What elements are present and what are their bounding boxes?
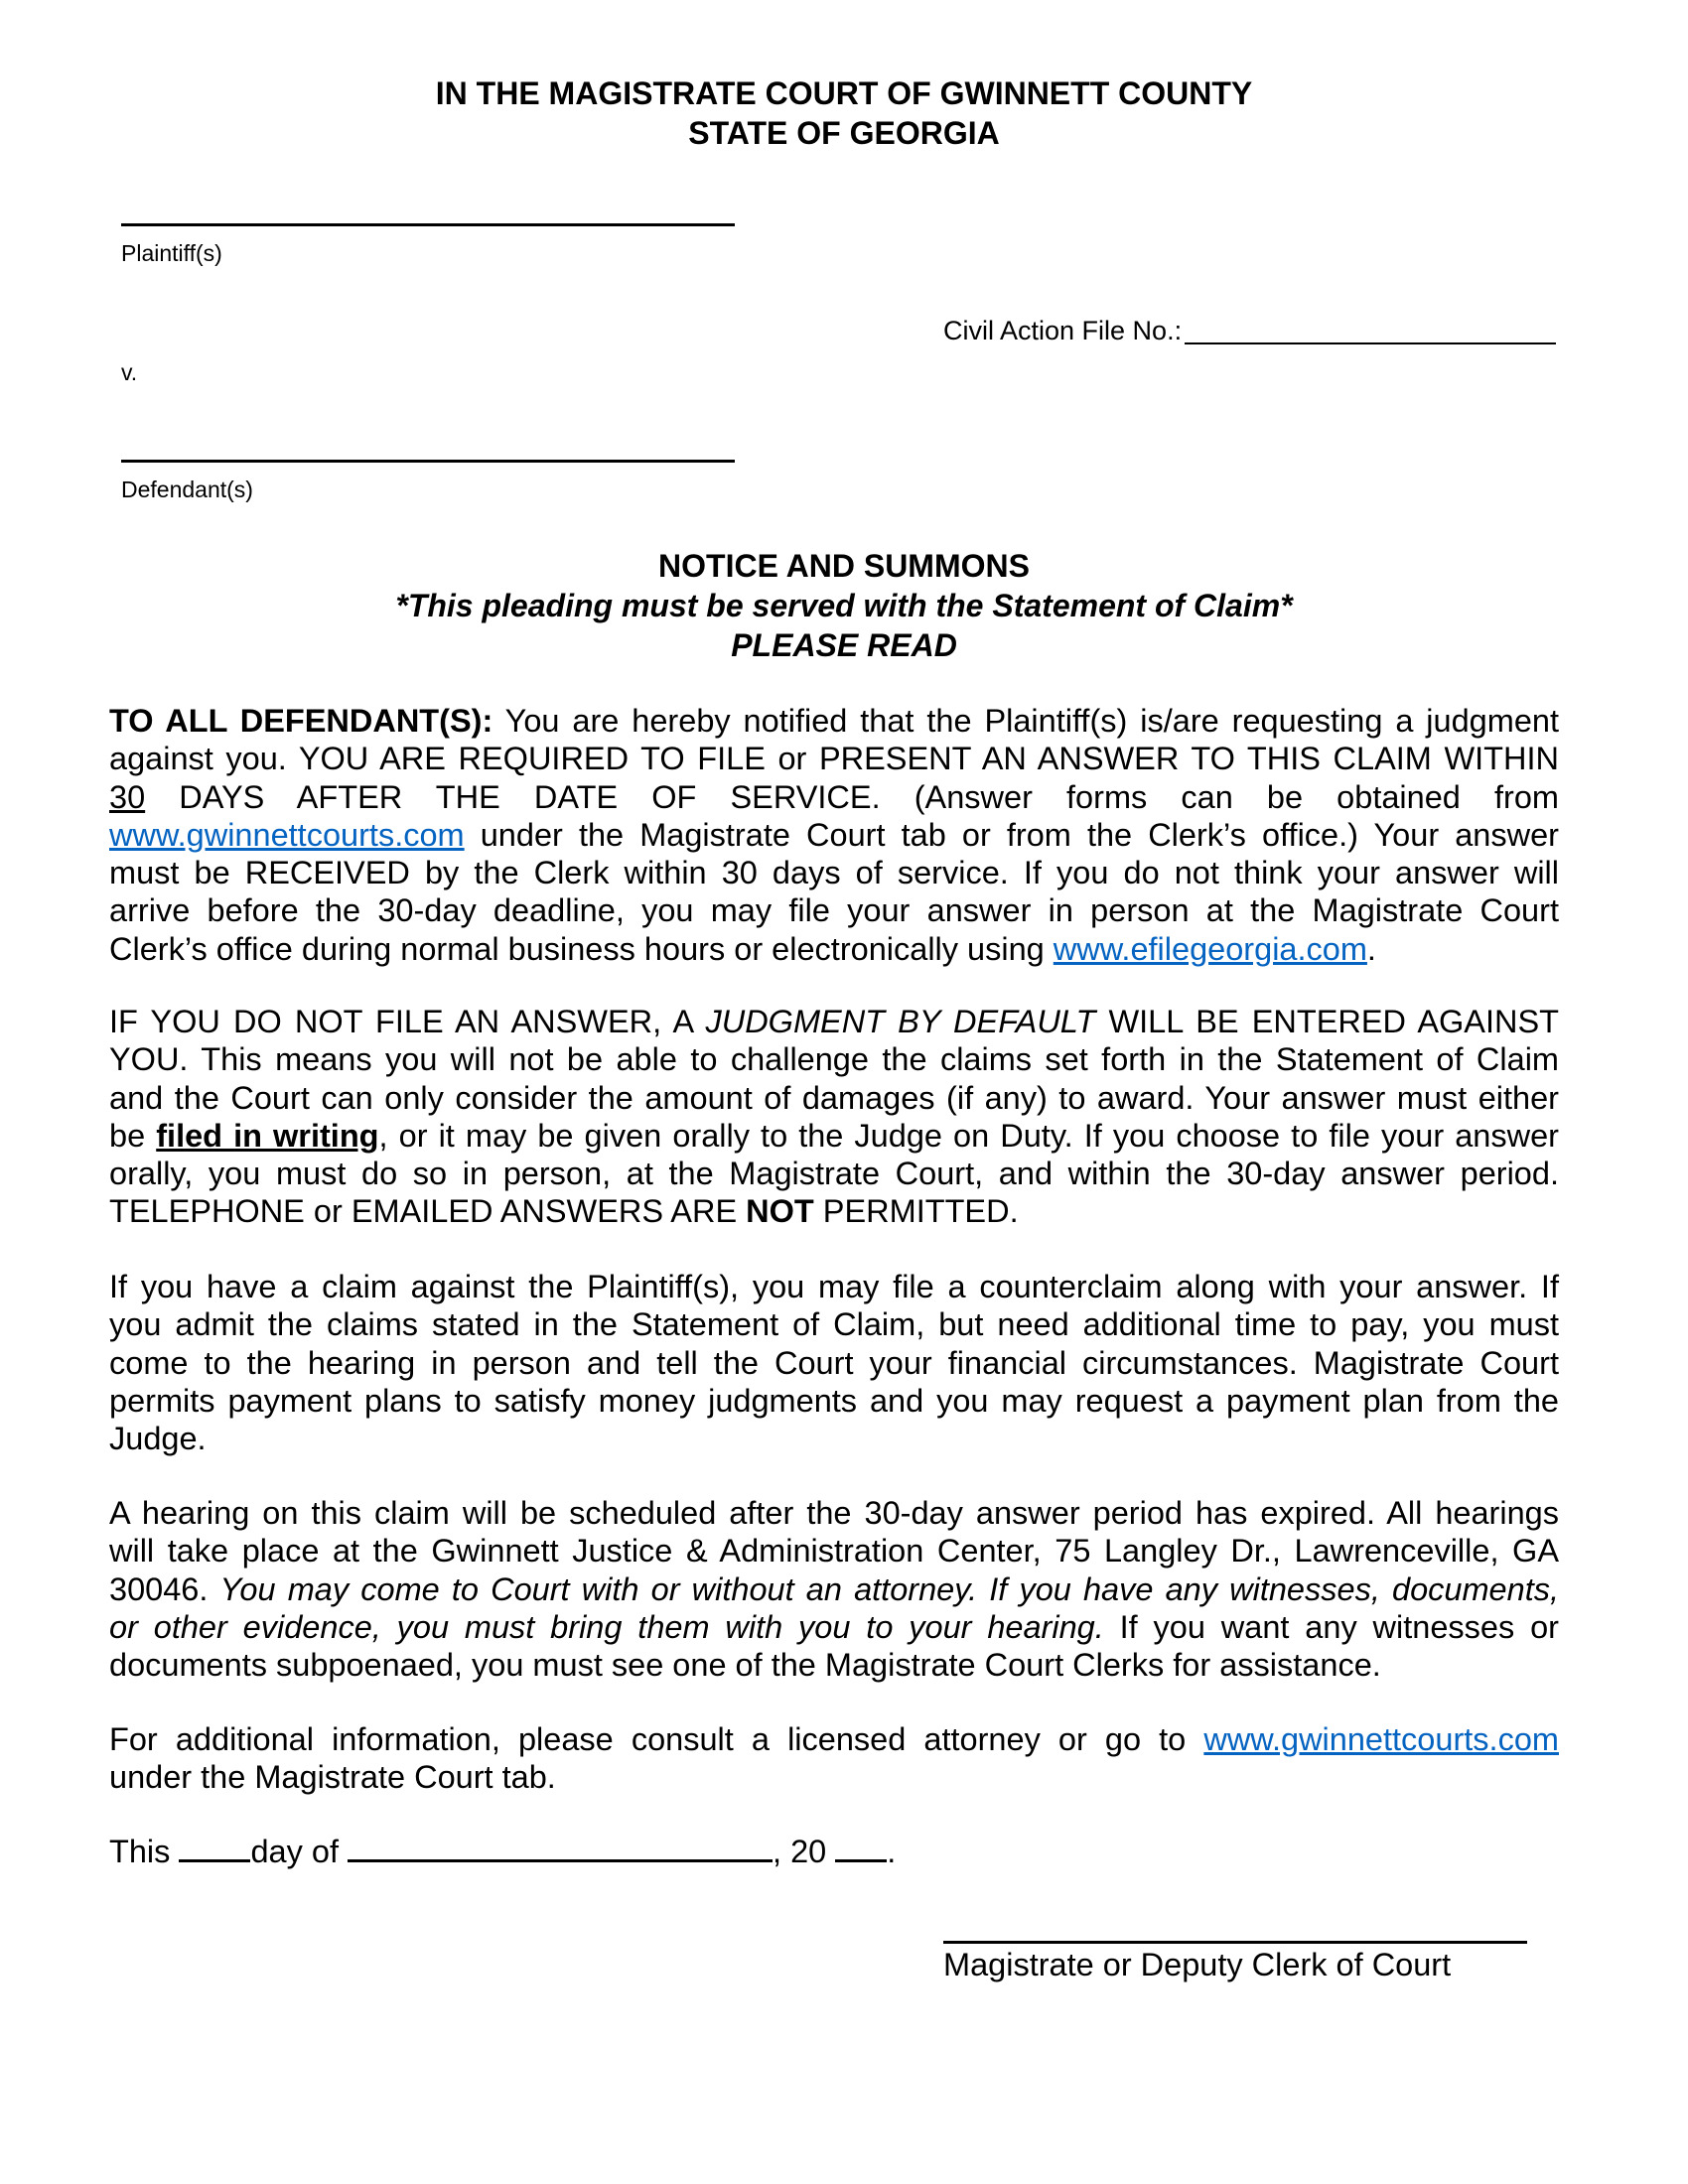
- date-line: [109, 1832, 1559, 1870]
- text-segment: Judge.: [109, 1421, 207, 1457]
- paragraph-line: [109, 1079, 1559, 1117]
- body-paragraph: [109, 1268, 1559, 1457]
- paragraph-line: [109, 854, 1559, 891]
- paragraph-line: [109, 1420, 1559, 1457]
- text-segment: under the Magistrate Court tab or from the Clerk’s office.) Your answer: [464, 816, 1559, 853]
- text-segment: If you want any witnesses or: [1103, 1608, 1559, 1645]
- text-segment: .: [1366, 930, 1376, 967]
- paragraph-line: [109, 740, 1559, 777]
- text-segment: PERMITTED.: [813, 1193, 1019, 1230]
- paragraph-line: [109, 1646, 1559, 1684]
- defendant-label: Defendant(s): [121, 477, 253, 502]
- text-segment: WILL BE ENTERED AGAINST: [1095, 1004, 1559, 1039]
- text-segment: must be RECEIVED by the Clerk within 30 days of service. If you do not think your answer will: [109, 855, 1559, 891]
- text-segment: orally, you must do so in person, at the Magistrate Court, and within the 30-day answer period.: [109, 1156, 1559, 1192]
- text-segment: JUDGMENT BY DEFAULT: [705, 1004, 1096, 1039]
- paragraph-line: [109, 1720, 1559, 1758]
- body-paragraph: [109, 702, 1559, 968]
- paragraph-line: [109, 1758, 1559, 1796]
- text-segment: You may come to Court with or without an attorney. If you have any witnesses, documents,: [219, 1570, 1560, 1607]
- paragraph-line: [109, 1268, 1559, 1305]
- clerk-signature-line[interactable]: [943, 1941, 1527, 1944]
- paragraph-line: [109, 816, 1559, 854]
- text-segment: come to the hearing in person and tell the Court your financial circumstances. Magistrate Court: [109, 1344, 1559, 1381]
- paragraph-line: [109, 1155, 1559, 1192]
- text-segment: NOT: [746, 1193, 814, 1230]
- date-suffix: .: [887, 1834, 897, 1869]
- text-segment: or other evidence, you must bring them with you to your hearing.: [109, 1608, 1104, 1645]
- paragraph-line: [109, 1608, 1559, 1646]
- text-segment: against you. YOU ARE REQUIRED TO FILE or PRESENT AN ANSWER TO THIS CLAIM WITHIN: [109, 741, 1559, 777]
- paragraph-line: [109, 1344, 1559, 1382]
- notice-subtitle: *This pleading must be served with the Statement of Claim*: [395, 588, 1293, 623]
- year-blank[interactable]: [835, 1832, 887, 1862]
- date-day-of: day of: [250, 1834, 349, 1869]
- text-segment: , or it may be given orally to the Judge on Duty. If you choose to file your answer: [378, 1117, 1559, 1154]
- paragraph-line: [109, 1040, 1559, 1078]
- body-paragraph: [109, 1003, 1559, 1231]
- paragraph-line: [109, 1532, 1559, 1570]
- paragraph-line: [109, 1003, 1559, 1040]
- text-segment: Clerk’s office during normal business hours or electronically using: [109, 930, 1054, 967]
- text-segment: TELEPHONE or EMAILED ANSWERS ARE: [109, 1193, 747, 1230]
- text-segment: under the Magistrate Court tab.: [109, 1759, 556, 1796]
- paragraph-line: [109, 1382, 1559, 1420]
- civil-action-label: Civil Action File No.:: [943, 316, 1183, 345]
- text-segment: IF YOU DO NOT FILE AN ANSWER, A: [109, 1004, 706, 1039]
- defendant-signature-line[interactable]: [121, 460, 735, 463]
- date-prefix: This: [109, 1834, 180, 1869]
- text-segment: You are hereby notified that the Plaintiff(s) is/are requesting a judgment: [492, 703, 1559, 739]
- text-segment: 30046.: [109, 1570, 220, 1607]
- text-segment: If you have a claim against the Plaintiff(s), you may file a counterclaim along with your answer. If: [109, 1269, 1559, 1304]
- paragraph-line: [109, 1494, 1559, 1532]
- paragraph-line: [109, 1305, 1559, 1343]
- clerk-signature-label: Magistrate or Deputy Clerk of Court: [943, 1947, 1452, 1982]
- civil-action-number-line[interactable]: [1185, 342, 1556, 344]
- plaintiff-signature-line[interactable]: [121, 223, 735, 226]
- versus-label: v.: [121, 359, 138, 385]
- paragraph-line: [109, 702, 1559, 740]
- text-segment: filed in writing: [156, 1117, 379, 1154]
- plaintiff-label: Plaintiff(s): [121, 240, 222, 266]
- please-read: PLEASE READ: [731, 627, 957, 663]
- text-segment: DAYS AFTER THE DATE OF SERVICE. (Answer forms can be obtained from: [145, 778, 1559, 815]
- body-paragraph: [109, 1720, 1559, 1797]
- website-link[interactable]: www.gwinnettcourts.com: [1203, 1721, 1559, 1757]
- text-segment: be: [109, 1117, 157, 1154]
- text-segment: A hearing on this claim will be scheduled after the 30-day answer period has expired. All hearings: [109, 1495, 1559, 1531]
- paragraph-line: [109, 1117, 1559, 1155]
- text-segment: permits payment plans to satisfy money judgments and you may request a payment plan from the: [109, 1382, 1559, 1419]
- text-segment: arrive before the 30-day deadline, you may file your answer in person at the Magistrate Court: [109, 892, 1559, 929]
- text-segment: will take place at the Gwinnett Justice & Administration Center, 75 Langley Dr., Lawrenceville, GA: [109, 1533, 1559, 1570]
- paragraph-line: [109, 891, 1559, 929]
- text-segment: and the Court can only consider the amount of damages (if any) to award. Your answer must either: [109, 1079, 1559, 1116]
- website-link[interactable]: www.efilegeorgia.com: [1053, 930, 1367, 967]
- notice-title: NOTICE AND SUMMONS: [658, 548, 1030, 584]
- text-segment: 30: [109, 778, 146, 815]
- state-heading: STATE OF GEORGIA: [688, 115, 1000, 151]
- text-segment: documents subpoenaed, you must see one of the Magistrate Court Clerks for assistance.: [109, 1647, 1381, 1684]
- paragraph-line: [109, 1192, 1559, 1230]
- text-segment: YOU. This means you will not be able to challenge the claims set forth in the Statement of Claim: [109, 1041, 1559, 1078]
- text-segment: TO ALL DEFENDANT(S):: [109, 703, 493, 739]
- paragraph-line: [109, 778, 1559, 816]
- text-segment: For additional information, please consult a licensed attorney or go to: [109, 1721, 1204, 1757]
- court-name-heading: IN THE MAGISTRATE COURT OF GWINNETT COUNTY: [435, 75, 1253, 111]
- website-link[interactable]: www.gwinnettcourts.com: [109, 816, 465, 853]
- paragraph-line: [109, 930, 1559, 968]
- day-blank[interactable]: [179, 1832, 250, 1862]
- month-blank[interactable]: [348, 1832, 773, 1862]
- body-paragraph: [109, 1494, 1559, 1684]
- paragraph-line: [109, 1570, 1559, 1608]
- text-segment: you admit the claims stated in the Statement of Claim, but need additional time to pay, you must: [109, 1306, 1559, 1343]
- date-year-prefix: , 20: [773, 1834, 836, 1869]
